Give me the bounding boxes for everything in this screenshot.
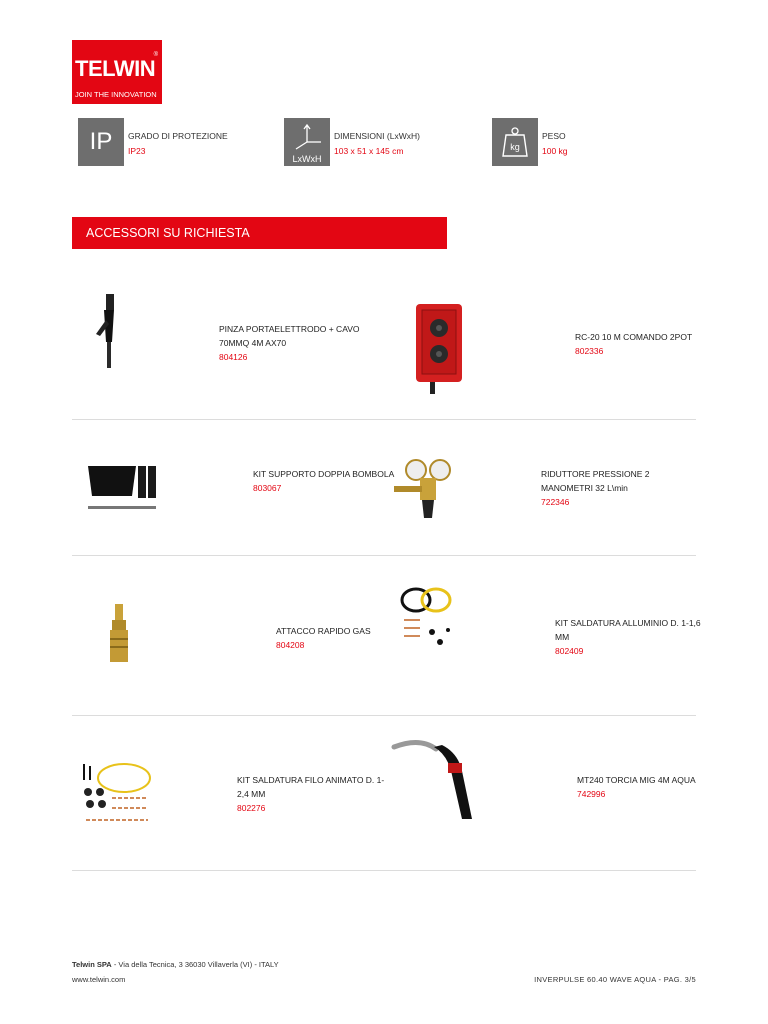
remote-control-image [404,296,474,401]
accessory-item [541,467,691,509]
spec-label: GRADO DI PROTEZIONE [128,131,228,141]
row-divider [72,555,696,556]
row-divider [72,715,696,716]
logo-tagline: JOIN THE INNOVATION [75,90,157,99]
accessory-name: PINZA PORTAELETTRODO + CAVO 70MMQ 4M AX70 [219,324,360,348]
footer-company: Telwin SPA [72,960,112,969]
footer-website-link[interactable]: www.telwin.com [72,975,126,984]
footer-page-reference: INVERPULSE 60.40 WAVE AQUA - PAG. 3/5 [534,975,696,984]
accessory-item [219,322,369,364]
accessory-name: RC-20 10 M COMANDO 2POT [575,332,693,342]
accessory-code: 802409 [555,646,584,656]
accessory-name: RIDUTTORE PRESSIONE 2 MANOMETRI 32 L\min [541,469,650,493]
telwin-logo [72,40,162,104]
accessory-name: KIT SALDATURA FILO ANIMATO D. 1-2,4 MM [237,775,385,799]
spec-value: 103 x 51 x 145 cm [334,146,404,156]
accessory-name: ATTACCO RAPIDO GAS [276,626,371,636]
accessory-code: 804208 [276,640,305,650]
weight-icon [492,118,538,166]
accessory-item [253,467,403,495]
spec-label: PESO [542,131,566,141]
accessory-name: MT240 TORCIA MIG 4M AQUA [577,775,696,785]
quick-gas-connector-image [100,600,140,675]
accessory-item [577,773,727,801]
footer-address: - Via della Tecnica, 3 36030 Villaverla (VI) - ITALY [113,960,279,969]
pressure-regulator-image [390,456,460,527]
accessory-item [237,773,387,815]
section-title-bar: ACCESSORI SU RICHIESTA [72,217,447,249]
aluminium-welding-kit-image [396,584,466,661]
accessory-code: 804126 [219,352,248,362]
spec-value: 100 kg [542,146,568,156]
flux-core-welding-kit-image [78,756,158,837]
spec-value: IP23 [128,146,146,156]
accessory-code: 722346 [541,497,570,507]
row-divider [72,870,696,871]
accessory-name: KIT SALDATURA ALLUMINIO D. 1-1,6 MM [555,618,701,642]
dimensions-icon [284,118,330,166]
registered-mark: ® [153,52,158,58]
accessory-code: 803067 [253,483,282,493]
mig-torch-image [390,735,490,832]
accessory-code: 802336 [575,346,604,356]
logo-brand-text: TELWIN [75,56,156,81]
accessory-code: 802276 [237,803,266,813]
electrode-holder-image [82,292,142,377]
svg-text:kg: kg [510,142,520,152]
row-divider [72,419,696,420]
footer-company-line [72,960,279,969]
accessory-name: KIT SUPPORTO DOPPIA BOMBOLA [253,469,395,479]
accessory-item [575,330,725,358]
ip-icon: IP [78,118,124,166]
spec-label: DIMENSIONI (LxWxH) [334,131,420,141]
svg-text:LxWxH: LxWxH [292,154,322,164]
accessory-item [555,616,705,658]
accessory-code: 742996 [577,789,606,799]
double-cylinder-support-image [84,460,164,521]
